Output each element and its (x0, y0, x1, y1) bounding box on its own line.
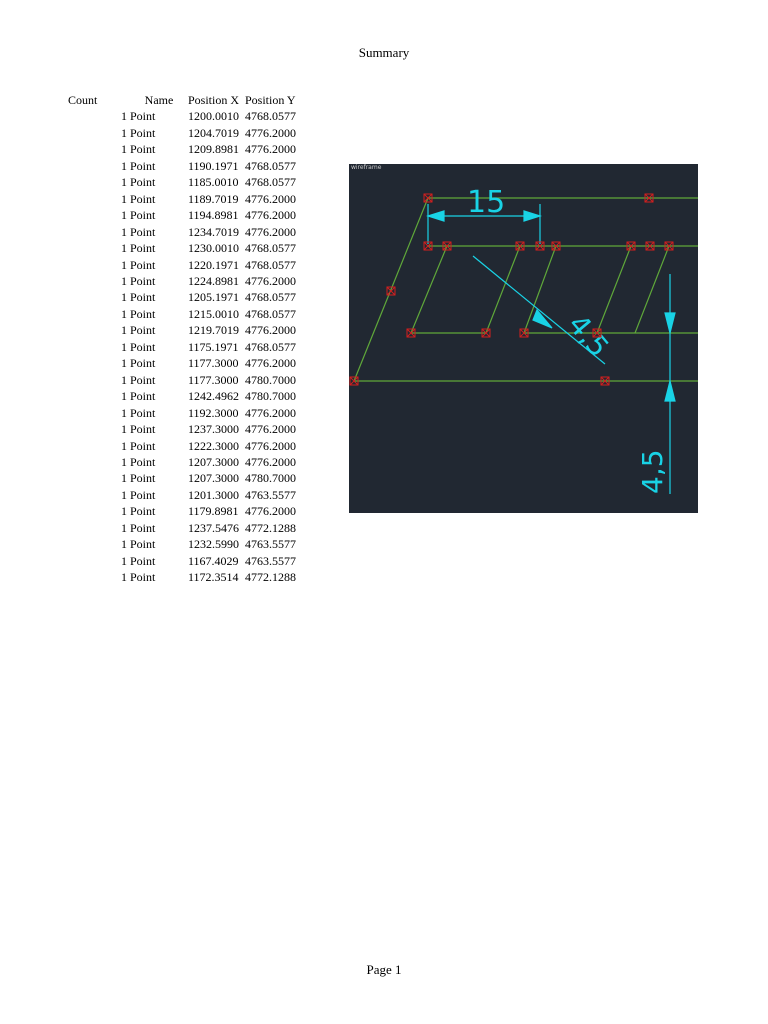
cell-count: 1 (121, 356, 127, 371)
cad-drawing (349, 164, 698, 513)
cell-name: Point (130, 553, 156, 568)
cell-position-y: 4763.5577 (245, 487, 296, 502)
cell-position-x: 1232.5990 (188, 537, 239, 552)
cell-position-x: 1237.5476 (188, 520, 239, 535)
slat-line-2 (486, 246, 520, 333)
dim-label-15: 15 (467, 185, 506, 220)
cell-position-x: 1201.3000 (188, 487, 239, 502)
cell-name: Point (130, 356, 156, 371)
table-row (68, 289, 302, 305)
cell-count: 1 (121, 487, 127, 502)
cell-position-y: 4768.0577 (245, 306, 296, 321)
table-row (68, 569, 302, 585)
table-row (68, 191, 302, 207)
cell-position-x: 1194.8981 (188, 208, 239, 223)
cell-position-y: 4776.2000 (245, 438, 296, 453)
point-markers (350, 194, 673, 385)
table-row (68, 158, 302, 174)
cell-position-y: 4776.2000 (245, 191, 296, 206)
cell-position-y: 4776.2000 (245, 504, 296, 519)
table-row (68, 355, 302, 371)
cell-position-y: 4772.1288 (245, 570, 296, 585)
cell-count: 1 (121, 323, 127, 338)
cell-name: Point (130, 422, 156, 437)
cell-position-x: 1204.7019 (188, 125, 239, 140)
cell-count: 1 (121, 290, 127, 305)
table-row (68, 470, 302, 486)
cell-position-y: 4768.0577 (245, 339, 296, 354)
cell-count: 1 (121, 570, 127, 585)
cell-position-y: 4780.7000 (245, 471, 296, 486)
cell-position-x: 1230.0010 (188, 241, 239, 256)
cell-position-y: 4776.2000 (245, 454, 296, 469)
cell-name: Point (130, 306, 156, 321)
slat-line-1 (411, 246, 447, 333)
dim-label-45-diagonal: 4,5 (561, 308, 616, 364)
dim-45-vertical-arrow-bottom (665, 381, 675, 401)
cell-position-y: 4768.0577 (245, 158, 296, 173)
cell-position-x: 1222.3000 (188, 438, 239, 453)
cell-name: Point (130, 323, 156, 338)
cell-count: 1 (121, 241, 127, 256)
header-position-y: Position Y (245, 93, 296, 107)
cell-name: Point (130, 438, 156, 453)
cell-name: Point (130, 504, 156, 519)
dim-label-45-vertical: 4,5 (636, 449, 669, 494)
cell-name: Point (130, 290, 156, 305)
cell-name: Point (130, 191, 156, 206)
left-slant-line (354, 198, 428, 381)
page-title: Summary (358, 45, 410, 60)
cell-position-y: 4776.2000 (245, 208, 296, 223)
cell-position-x: 1167.4029 (188, 553, 239, 568)
cell-position-x: 1209.8981 (188, 142, 239, 157)
cell-position-y: 4776.2000 (245, 356, 296, 371)
cell-position-x: 1177.3000 (188, 372, 239, 387)
table-row (68, 273, 302, 289)
dim-15-arrow-right (524, 211, 540, 221)
table-row (68, 306, 302, 322)
cell-name: Point (130, 125, 156, 140)
cell-position-x: 1215.0010 (188, 306, 239, 321)
table-body (68, 108, 302, 585)
table-row (68, 438, 302, 454)
cell-name: Point (130, 257, 156, 272)
cell-count: 1 (121, 224, 127, 239)
cell-count: 1 (121, 438, 127, 453)
cell-count: 1 (121, 142, 127, 157)
cell-position-y: 4768.0577 (245, 175, 296, 190)
table-row (68, 503, 302, 519)
points-table (68, 92, 302, 586)
cell-name: Point (130, 158, 156, 173)
viewport-label: wireframe (351, 164, 382, 171)
cell-position-y: 4776.2000 (245, 125, 296, 140)
cell-position-y: 4776.2000 (245, 405, 296, 420)
cell-count: 1 (121, 339, 127, 354)
table-row (68, 553, 302, 569)
cell-position-x: 1192.3000 (188, 405, 239, 420)
cell-position-x: 1237.3000 (188, 422, 239, 437)
cell-count: 1 (121, 471, 127, 486)
dim-15-arrow-left (428, 211, 444, 221)
cell-count: 1 (121, 109, 127, 124)
cell-name: Point (130, 175, 156, 190)
dim-45-vertical-arrow-top (665, 313, 675, 333)
cell-name: Point (130, 372, 156, 387)
cell-position-y: 4776.2000 (245, 273, 296, 288)
cell-position-x: 1219.7019 (188, 323, 239, 338)
cell-count: 1 (121, 175, 127, 190)
table-row (68, 207, 302, 223)
cell-position-x: 1175.1971 (188, 339, 239, 354)
cell-name: Point (130, 570, 156, 585)
table-row (68, 224, 302, 240)
cell-position-x: 1220.1971 (188, 257, 239, 272)
table-row (68, 240, 302, 256)
table-row (68, 174, 302, 190)
header-position-x: Position X (188, 93, 240, 107)
cell-count: 1 (121, 306, 127, 321)
header-count: Count (68, 93, 98, 107)
cell-position-x: 1185.0010 (188, 175, 239, 190)
cell-position-y: 4763.5577 (245, 553, 296, 568)
header-name: Name (144, 93, 174, 107)
cell-count: 1 (121, 422, 127, 437)
table-row (68, 141, 302, 157)
cell-position-x: 1207.3000 (188, 454, 239, 469)
slat-line-5 (635, 246, 669, 333)
geometry-lines (354, 198, 698, 381)
cell-position-x: 1190.1971 (188, 158, 239, 173)
cell-name: Point (130, 109, 156, 124)
table-row (68, 322, 302, 338)
cell-count: 1 (121, 257, 127, 272)
cell-count: 1 (121, 208, 127, 223)
table-row (68, 388, 302, 404)
cell-name: Point (130, 520, 156, 535)
cell-position-y: 4776.2000 (245, 142, 296, 157)
table-row (68, 125, 302, 141)
cell-position-x: 1205.1971 (188, 290, 239, 305)
cell-count: 1 (121, 191, 127, 206)
cell-position-x: 1207.3000 (188, 471, 239, 486)
cell-count: 1 (121, 273, 127, 288)
cell-count: 1 (121, 537, 127, 552)
cell-position-x: 1200.0010 (188, 109, 239, 124)
table-row (68, 339, 302, 355)
cell-position-x: 1177.3000 (188, 356, 239, 371)
cell-position-y: 4763.5577 (245, 537, 296, 552)
cell-position-y: 4780.7000 (245, 389, 296, 404)
cell-position-y: 4776.2000 (245, 422, 296, 437)
cell-count: 1 (121, 158, 127, 173)
cell-count: 1 (121, 405, 127, 420)
table-row (68, 257, 302, 273)
cell-name: Point (130, 405, 156, 420)
cell-count: 1 (121, 553, 127, 568)
cell-position-y: 4772.1288 (245, 520, 296, 535)
cell-position-y: 4768.0577 (245, 109, 296, 124)
cell-name: Point (130, 208, 156, 223)
cell-position-y: 4776.2000 (245, 224, 296, 239)
cell-name: Point (130, 487, 156, 502)
cell-count: 1 (121, 125, 127, 140)
cell-name: Point (130, 471, 156, 486)
table-row (68, 520, 302, 536)
table-row (68, 372, 302, 388)
cell-position-y: 4780.7000 (245, 372, 296, 387)
cell-position-y: 4768.0577 (245, 290, 296, 305)
cell-count: 1 (121, 504, 127, 519)
cad-canvas (349, 164, 698, 513)
table-row (68, 487, 302, 503)
table-row (68, 421, 302, 437)
cell-count: 1 (121, 454, 127, 469)
cell-count: 1 (121, 389, 127, 404)
table-row (68, 454, 302, 470)
cell-count: 1 (121, 520, 127, 535)
cell-name: Point (130, 454, 156, 469)
cell-position-x: 1179.8981 (188, 504, 239, 519)
cell-position-x: 1172.3514 (188, 570, 239, 585)
table-row (68, 405, 302, 421)
cell-name: Point (130, 224, 156, 239)
cell-name: Point (130, 142, 156, 157)
cell-position-x: 1234.7019 (188, 224, 239, 239)
page-number: Page 1 (366, 962, 402, 977)
slat-line-4 (597, 246, 631, 333)
cell-name: Point (130, 339, 156, 354)
cell-name: Point (130, 241, 156, 256)
cell-position-x: 1224.8981 (188, 273, 239, 288)
cell-name: Point (130, 537, 156, 552)
cell-position-x: 1189.7019 (188, 191, 239, 206)
cell-name: Point (130, 389, 156, 404)
cell-position-y: 4776.2000 (245, 323, 296, 338)
table-row (68, 536, 302, 552)
table-row (68, 108, 302, 124)
cell-position-y: 4768.0577 (245, 257, 296, 272)
table-header-row (68, 92, 302, 108)
cell-count: 1 (121, 372, 127, 387)
cell-name: Point (130, 273, 156, 288)
cell-position-x: 1242.4962 (188, 389, 239, 404)
cell-position-y: 4768.0577 (245, 241, 296, 256)
